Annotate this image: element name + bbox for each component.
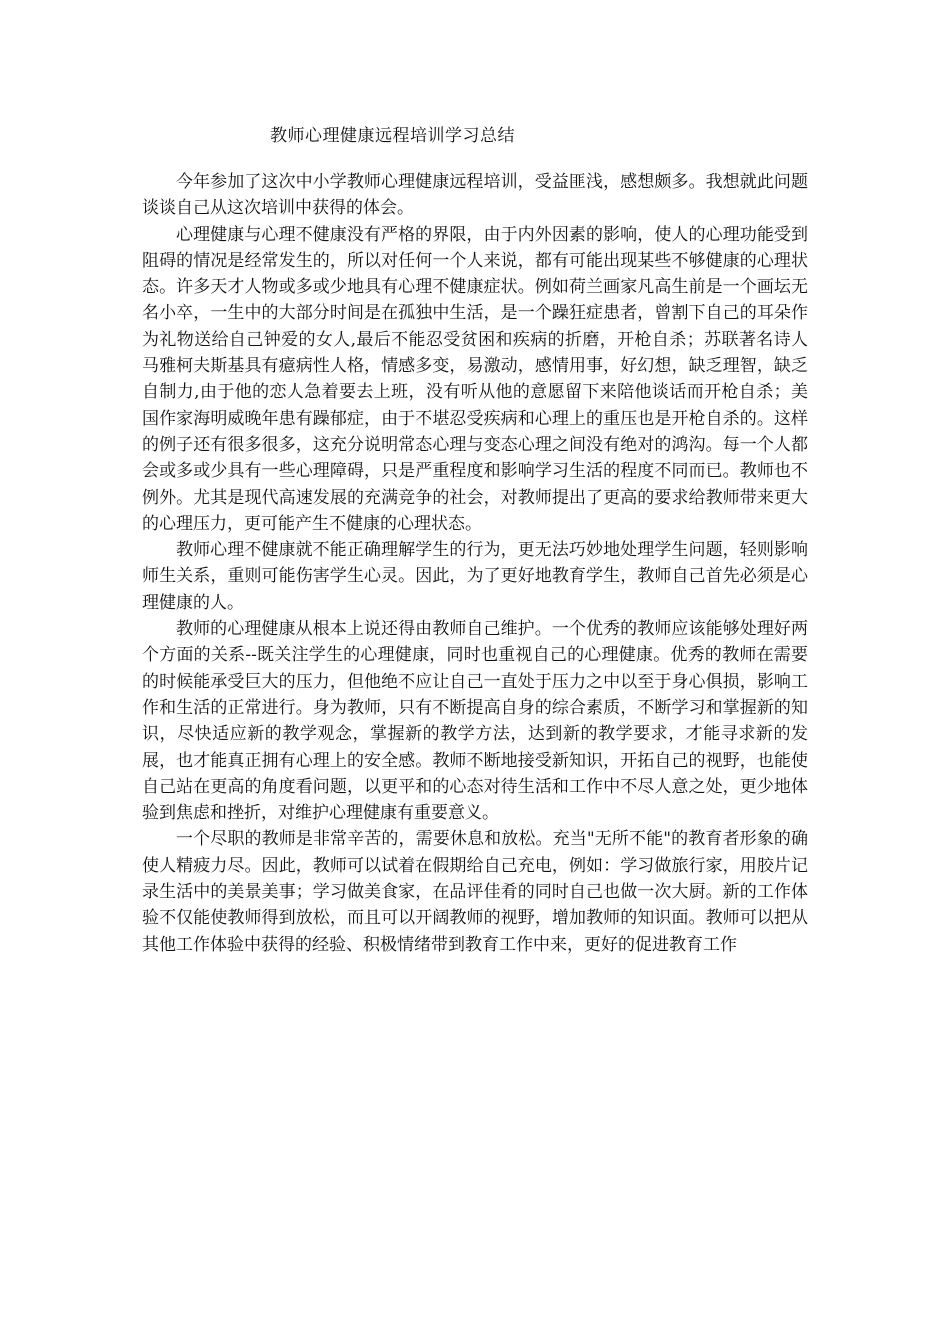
- paragraph-intro: 今年参加了这次中小学教师心理健康远程培训，受益匪浅，感想颇多。我想就此问题谈谈自己从这次培训中获得的体会。: [142, 172, 808, 219]
- document-title: 教师心理健康远程培训学习总结: [270, 126, 515, 146]
- paragraph-teacher-impact: 教师心理不健康就不能正确理解学生的行为，更无法巧妙地处理学生问题，轻则影响师生关系，重则可能伤害学生心灵。因此，为了更好地教育学生，教师自己首先必须是心理健康的人。: [142, 540, 808, 613]
- paragraph-mental-health-boundary: 心理健康与心理不健康没有严格的界限，由于内外因素的影响，使人的心理功能受到阻碍的情况是经常发生的，所以对任何一个人来说，都有可能出现某些不够健康的心理状态。许多天才人物或多或少地具有心理不健康症状。例如荷兰画家凡高生前是一个画坛无名小卒，一生中的大部分时间是在孤独中生活，是一个躁狂症患者，曾割下自己的耳朵作为礼物送给自己钟爱的女人,最后不能忍受贫困和疾病的折磨，开枪自杀；苏联著名诗人马雅柯夫斯基具有癔病性人格，情感多变，易激动，感情用事，好幻想，缺乏理智，缺乏自制力,由于他的恋人急着要去上班，没有听从他的意愿留下来陪他谈话而开枪自杀；美国作家海明威晚年患有躁郁症，由于不堪忍受疾病和心理上的重压也是开枪自杀的。这样的例子还有很多很多，这充分说明常态心理与变态心理之间没有绝对的鸿沟。每一个人都会或多或少具有一些心理障碍，只是严重程度和影响学习生活的程度不同而已。教师也不例外。尤其是现代高速发展的充满竞争的社会，对教师提出了更高的要求给教师带来更大的心理压力，更可能产生不健康的心理状态。: [142, 224, 808, 534]
- paragraph-rest-and-relax: 一个尽职的教师是非常辛苦的，需要休息和放松。充当"无所不能"的教育者形象的确使人精疲力尽。因此，教师可以试着在假期给自己充电，例如：学习做旅行家，用胶片记录生活中的美景美事；学习做美食家，在品评佳肴的同时自己也做一次大厨。新的工作体验不仅能使教师得到放松，而且可以开阔教师的视野，增加教师的知识面。教师可以把从其他工作体验中获得的经验、积极情绪带到教育工作中来，更好的促进教育工作: [142, 829, 808, 955]
- paragraph-self-maintenance: 教师的心理健康从根本上说还得由教师自己维护。一个优秀的教师应该能够处理好两个方面的关系--既关注学生的心理健康，同时也重视自己的心理健康。优秀的教师在需要的时候能承受巨大的压力，但他绝不应让自己一直处于压力之中以至于身心俱损，影响工作和生活的正常进行。身为教师，只有不断提高自身的综合素质，不断学习和掌握新的知识，尽快适应新的教学观念，掌握新的教学方法，达到新的教学要求，才能寻求新的发展，也才能真正拥有心理上的安全感。教师不断地接受新知识，开拓自己的视野，也能使自己站在更高的角度看问题，以更平和的心态对待生活和工作中不尽人意之处，更少地体验到焦虑和挫折，对维护心理健康有重要意义。: [142, 619, 808, 824]
- document-body: [142, 169, 808, 958]
